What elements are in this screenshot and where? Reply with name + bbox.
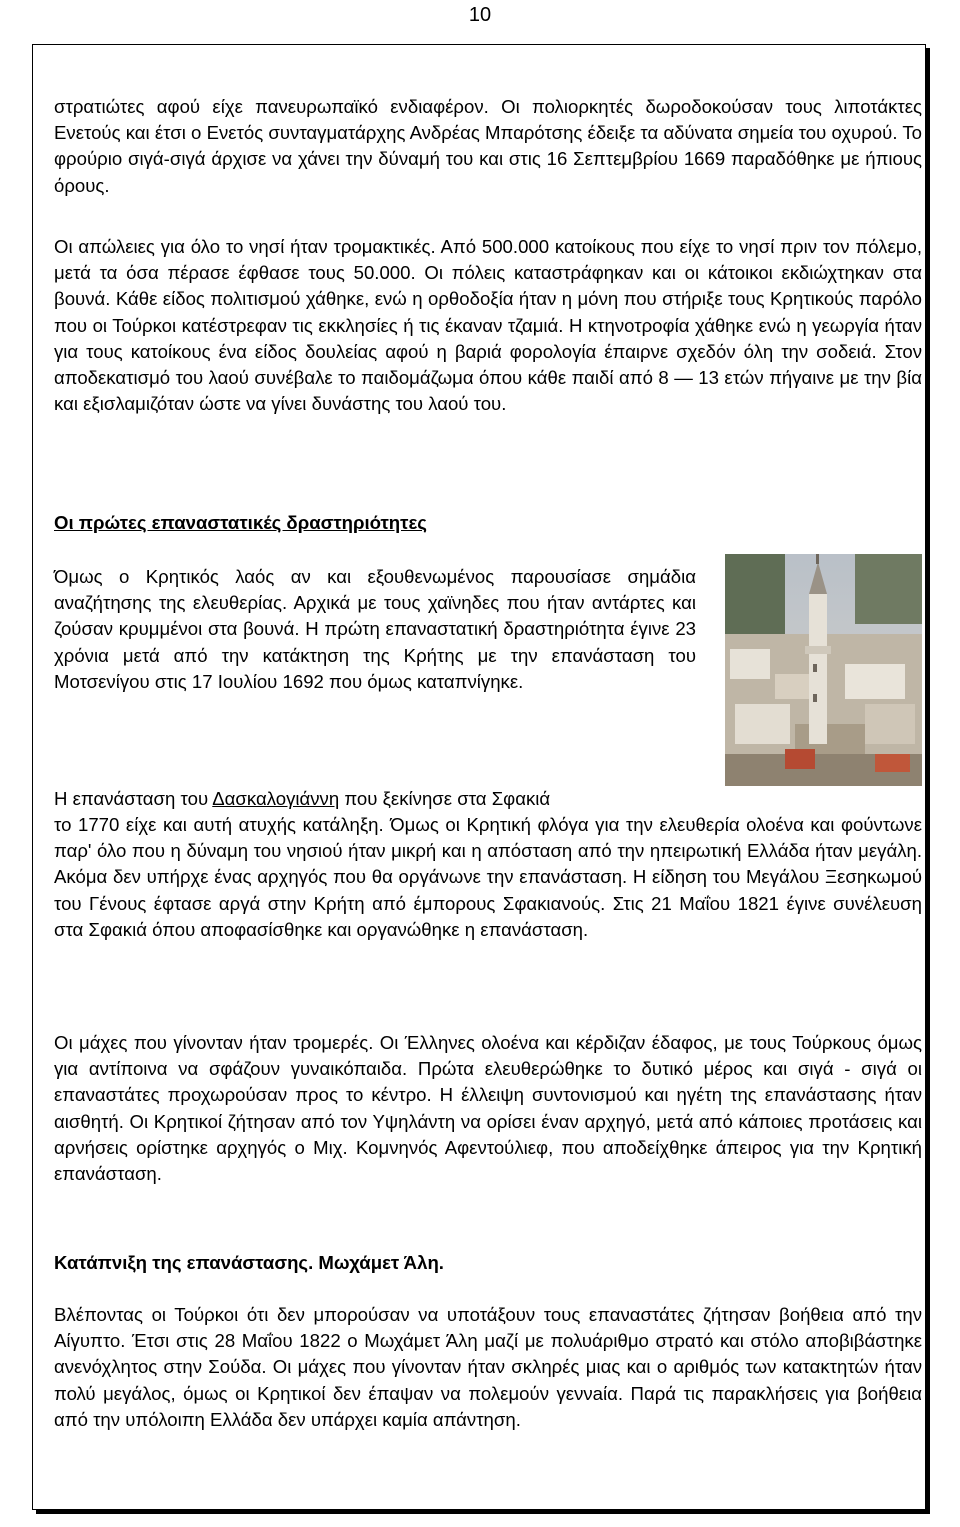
paragraph-first-activities: Όμως ο Κρητικός λαός αν και εξουθενωμένος παρουσίασε σημάδια αναζήτησης της ελευθερίας. Αρχικά με τους χαϊνηδες που ήταν αντάρτες και ζούσαν κρυμμένοι στα βουνά. Η πρώτη επαναστατική δραστηριότητα έγινε 23 χρόνια μετά από την κατάκτηση της Κρήτης με την επανάσταση του Μοτσενίγου στις 17 Ιουλίου 1692 που όμως καταπνίγηκε. (54, 566, 696, 692)
paragraph-daskalogiannis-first-line (54, 786, 696, 812)
paragraph-losses: Οι απώλειες για όλο το νησί ήταν τρομακτικές. Από 500.000 κατοίκους που είχε το νησί πριν τον πόλεμο, μετά τα όσα πέρασε έφθασε τους 50.000. Οι πόλεις καταστράφηκαν και οι κάτοικοι εκδιώχτηκαν στα βουνά. Κάθε είδος πολιτισμού χάθηκε, ενώ η ορθοδοξία ήταν η μόνη που στήριξε τους Κρητικούς παρόλο που οι Τούρκοι κατέστρεφαν τις εκκλησίες ή τις έκαναν τζαμιά. Η κτηνοτροφία χάθηκε ενώ η γεωργία ήταν για τους κατοίκους ένα είδος δουλείας αφού η βαριά φορολογία έπαιρνε σχεδόν όλη την σοδειά. Στον αποδεκατισμό του λαού συνέβαλε το παιδομάζωμα όπου κάθε παιδί από 8 — 13 ετών πήγαινε με την βία και εξισλαμιζόταν ώστε να γίνει δυνάστης του λαού του. (54, 236, 922, 415)
minaret-town-photo (725, 554, 922, 786)
paragraph-egypt-help: Βλέποντας οι Τούρκοι ότι δεν μπορούσαν να υποτάξουν τους επαναστάτες ζήτησαν βοήθεια από την Αίγυπτο. Έτσι στις 28 Μαΐου 1822 ο Μωχάμετ Άλη μαζί με πολυάριθμο στρατό και στόλο αποβιβάστηκε ανενόχλητος στην Σούδα. Οι μάχες που γίνονταν ήταν σκληρές μιας και ο αριθμός των κατακτητών ήταν πολύ μεγάλος, όμως οι Κρητικοί δεν έπαψαν να πολεμούν γεννaία. Παρά τις παρακλήσεις για βοήθεια από την υπόλοιπη Ελλάδα δεν υπάρχει καμία απάντηση. (54, 1304, 922, 1430)
paragraph-daskalogiannis: το 1770 είχε και αυτή ατυχής κατάληξη. Όμως οι Κρητική φλόγα για την ελευθερία ολοένα και φούντωνε παρ' όλο που η δύναμη του νησιού ήταν μικρή και η απόσταση από την ηπειρωτική Ελλάδα ήταν μεγάλη. Ακόμα δεν υπήρχε ένας αρχηγός που θα οργάνωνε την επανάσταση. Η είδηση του Μεγάλου Ξεσηκωμού του Γένους έφτασε αργά στην Κρήτη από έμπορους Σφακιανούς. Στις 21 Μαΐου 1821 έγινε συνέλευση στα Σφακιά όπου αποφασίσθηκε και οργανώθηκε η επανάσταση. (54, 814, 922, 940)
daskalogiannis-first-rest: που ξεκίνησε στα Σφακιά (339, 788, 551, 809)
paragraph-siege-end: στρατιώτες αφού είχε πανευρωπαϊκό ενδιαφέρον. Οι πολιορκητές δωροδοκούσαν τους λιποτάκτες Ενετούς και έτσι ο Ενετός συνταγματάρχης Ανδρέας Μπαρότσης έδειξε τα αδύνατα σημεία του οχυρού. Το φρούριο σιγά-σιγά άρχισε να χάνει την δύναμή του και στις 16 Σεπτεμβρίου 1669 παραδόθηκε με ήπιους όρους. (54, 96, 922, 196)
heading-first-revolutionary-activities: Οι πρώτες επαναστατικές δραστηριότητες (54, 512, 427, 533)
daskalogiannis-prefix: Η επανάσταση του (54, 788, 213, 809)
daskalogiannis-name: Δασκαλογιάννη (212, 788, 340, 809)
page-number: 10 (468, 4, 492, 26)
paragraph-battles: Οι μάχες που γίνονταν ήταν τρομερές. Οι Έλληνες ολοένα και κέρδιζαν έδαφος, με τους Τούρκους όμως για αντίποινα να σφάζουν γυναικόπαιδα. Πρώτα ελευθερώθηκε το δυτικό μέρος και σιγά - σιγά οι επαναστάτες προχωρούσαν προς το κέντρο. Η έλλειψη συντονισμού και ηγέτη της επανάστασης ήταν αισθητή. Οι Κρητικοί ζήτησαν από τον Υψηλάντη να ορίσει έναν αρχηγό, μετά από κάποιες προτάσεις και αρνήσεις ορίστηκε αρχηγός ο Μιχ. Κομνηνός Αφεντούλιεφ, που αποδείχθηκε άπειρος για την Κρητική επανάσταση. (54, 1032, 922, 1185)
heading-suppression-mohamed-ali: Κατάπνιξη της επανάστασης. Μωχάμετ Άλη. (54, 1252, 444, 1273)
